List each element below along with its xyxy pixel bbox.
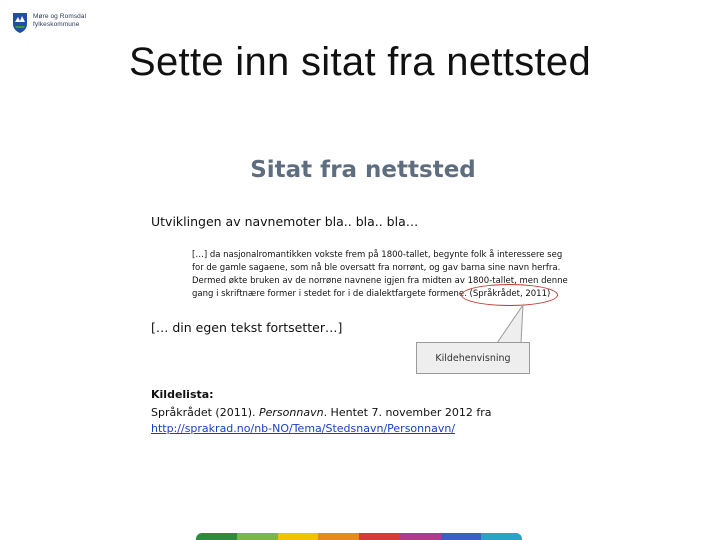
color-bar-segment (237, 533, 278, 540)
decorative-color-bar (196, 533, 522, 540)
callout-label: Kildehenvisning (435, 352, 511, 364)
reference-title: Personnavn (259, 406, 324, 419)
color-bar-segment (441, 533, 482, 540)
intro-text: Utviklingen av navnemoter bla.. bla.. bla… (151, 214, 419, 229)
color-bar-segment (400, 533, 441, 540)
color-bar-segment (278, 533, 319, 540)
reference-list-heading: Kildelista: (151, 388, 214, 401)
color-bar-segment (359, 533, 400, 540)
example-slide-image (148, 148, 578, 448)
quote-line: Dermed økte bruken av de norrøne navnene igjen fra midten av 1800-tallet, men denne (192, 276, 568, 286)
logo-line-2: fylkeskommune (33, 21, 80, 28)
slide-title: Sette inn sitat fra nettsted (129, 40, 591, 84)
continue-text: [… din egen tekst fortsetter…] (151, 320, 343, 335)
logo-text (33, 12, 86, 29)
color-bar-segment (196, 533, 237, 540)
county-shield-icon (12, 12, 28, 34)
reference-author: Språkrådet (2011). (151, 406, 259, 419)
logo-line-1: Møre og Romsdal (33, 13, 87, 20)
example-title: Sitat fra nettsted (250, 157, 476, 183)
quote-line: for de gamle sagaene, som nå ble oversatt fra norrønt, og gav barna sine navn herfra. (192, 263, 561, 273)
color-bar-segment (318, 533, 359, 540)
quote-line: gang i skriftnære former i stedet for i de dialektfargete formene. (Språkrådet, 2011) (192, 289, 551, 299)
quote-line: […] da nasjonalromantikken vokste frem på 1800-tallet, begynte folk å interessere seg (192, 250, 563, 260)
color-bar-segment (481, 533, 522, 540)
callout-box (416, 342, 530, 374)
reference-url-link[interactable]: http://sprakrad.no/nb-NO/Tema/Stedsnavn/Personnavn/ (151, 422, 456, 435)
reference-entry (151, 406, 492, 419)
logo (12, 12, 86, 34)
reference-retrieved: . Hentet 7. november 2012 fra (323, 406, 492, 419)
callout-pointer (148, 148, 578, 448)
